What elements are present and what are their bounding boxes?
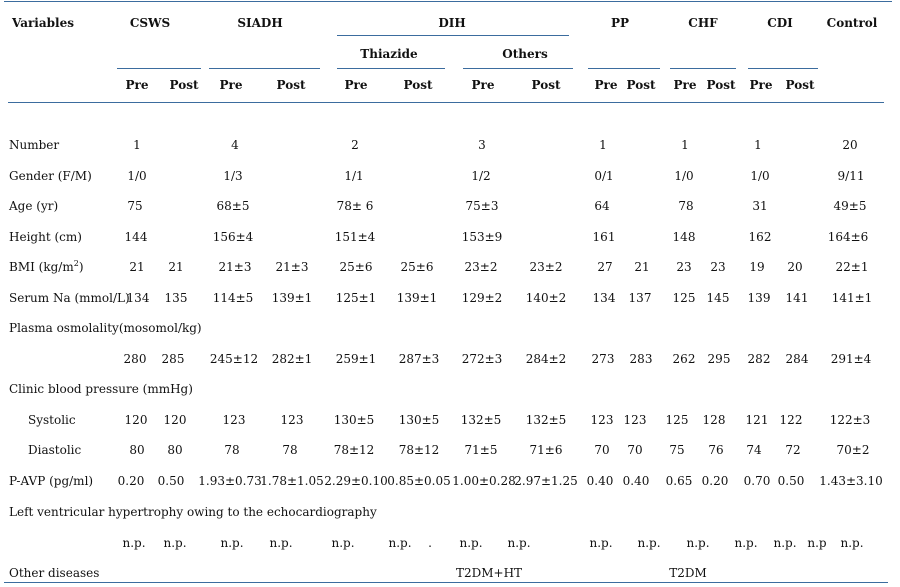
table-cell: 161 (592, 230, 616, 244)
table-cell: 123 (280, 413, 304, 427)
table-cell: n.p. (840, 536, 864, 550)
header-pre: Pre (471, 78, 495, 92)
table-cell: 125±1 (335, 291, 377, 305)
table-cell: 78 (224, 443, 240, 457)
table-cell: 259±1 (335, 352, 377, 366)
table-cell: 1.43±3.10 (819, 474, 883, 488)
table-cell: 272±3 (461, 352, 503, 366)
header-group-dih: DIH (438, 16, 466, 30)
table-cell: 20 (787, 260, 803, 274)
table-cell: 23 (710, 260, 726, 274)
header-group-chf: CHF (688, 16, 718, 30)
table-cell: n.p. (589, 536, 613, 550)
table-cell: n.p. (459, 536, 483, 550)
table-cell: 135 (164, 291, 188, 305)
row-label: Clinic blood pressure (mmHg) (9, 382, 193, 396)
table-cell: 1/0 (750, 169, 770, 183)
row-label-superscript: 2 (73, 259, 79, 268)
table-cell: 25±6 (339, 260, 373, 274)
cdi-subheader-rule (748, 68, 818, 69)
table-cell: 1 (754, 138, 762, 152)
table-cell: 3 (478, 138, 486, 152)
table-cell: 140±2 (525, 291, 567, 305)
table-cell: 139 (747, 291, 771, 305)
table-cell: 0.20 (117, 474, 145, 488)
table-cell: n.p. (163, 536, 187, 550)
row-label: Number (9, 138, 60, 152)
table-cell: 0.85±0.05 (387, 474, 451, 488)
row-label: Serum Na (mmol/L) (9, 291, 130, 305)
table-cell: 23±2 (464, 260, 498, 274)
row-label (9, 260, 84, 274)
table-cell: 21±3 (275, 260, 309, 274)
header-pre: Pre (749, 78, 773, 92)
table-cell: 137 (628, 291, 652, 305)
table-cell: 291±4 (830, 352, 872, 366)
table-cell: 0.70 (743, 474, 771, 488)
table-cell: 120 (124, 413, 148, 427)
row-label: Other diseases (9, 566, 100, 580)
table-cell: 31 (752, 199, 768, 213)
header-post: Post (626, 78, 656, 92)
table-cell: 0.20 (701, 474, 729, 488)
table-cell: 123 (222, 413, 246, 427)
row-label-text: BMI (kg/m (9, 260, 74, 274)
table-cell: 21 (168, 260, 184, 274)
table-cell: 0.65 (665, 474, 693, 488)
header-pre: Pre (125, 78, 149, 92)
header-post: Post (531, 78, 561, 92)
header-group-control: Control (826, 16, 878, 30)
table-cell: 282±1 (271, 352, 313, 366)
row-label: Left ventricular hypertrophy owing to the echocardiography (9, 505, 377, 519)
table-top-rule (4, 1, 892, 2)
table-cell: 0.40 (622, 474, 650, 488)
table-cell: 134 (592, 291, 616, 305)
header-post: Post (706, 78, 736, 92)
table-cell: 148 (672, 230, 696, 244)
table-cell: 156±4 (212, 230, 254, 244)
table-cell: 120 (163, 413, 187, 427)
table-cell: 122±3 (829, 413, 871, 427)
table-cell: 20 (842, 138, 858, 152)
table-cell: n.p. (773, 536, 797, 550)
table-cell: 80 (129, 443, 145, 457)
table-cell: 78 (678, 199, 694, 213)
table-cell: 1/0 (674, 169, 694, 183)
table-cell: T2DM+HT (455, 566, 523, 580)
table-cell: n.p. (331, 536, 355, 550)
table-cell: 145 (706, 291, 730, 305)
table-cell: 122 (779, 413, 803, 427)
table-cell: 121 (745, 413, 769, 427)
table-cell: 139±1 (271, 291, 313, 305)
header-group-pp: PP (610, 16, 630, 30)
header-subgroup-thiazide: Thiazide (360, 47, 418, 61)
table-cell: 49±5 (833, 199, 867, 213)
table-cell: 125 (672, 291, 696, 305)
table-cell: 71±5 (464, 443, 498, 457)
table-cell: n.p (807, 536, 827, 550)
table-cell: 284±2 (525, 352, 567, 366)
table-cell: 78 (282, 443, 298, 457)
table-cell: 0/1 (594, 169, 614, 183)
table-cell: 22±1 (835, 260, 869, 274)
table-cell: 1 (599, 138, 607, 152)
row-label: P-AVP (pg/ml) (9, 474, 94, 488)
table-cell: 0.50 (157, 474, 185, 488)
table-cell: . (428, 536, 432, 550)
header-post: Post (169, 78, 199, 92)
table-cell: n.p. (388, 536, 412, 550)
table-cell: 125 (665, 413, 689, 427)
table-cell: n.p. (507, 536, 531, 550)
others-subheader-rule (463, 68, 573, 69)
table-cell: 70 (627, 443, 643, 457)
row-label: Age (yr) (9, 199, 59, 213)
table-cell: 280 (123, 352, 147, 366)
table-cell: 2 (351, 138, 359, 152)
pp-subheader-rule (588, 68, 660, 69)
table-cell: 144 (124, 230, 148, 244)
table-cell: 1/1 (344, 169, 364, 183)
table-cell: 25±6 (400, 260, 434, 274)
table-cell: 78± 6 (336, 199, 374, 213)
table-cell: 245±12 (209, 352, 259, 366)
table-cell: 72 (785, 443, 801, 457)
table-cell: 75 (127, 199, 143, 213)
table-cell: 1/2 (471, 169, 491, 183)
table-cell: 164±6 (827, 230, 869, 244)
header-post: Post (276, 78, 306, 92)
table-cell: 141±1 (831, 291, 873, 305)
table-cell: 141 (785, 291, 809, 305)
table-cell: 139±1 (396, 291, 438, 305)
header-post: Post (785, 78, 815, 92)
table-cell: 285 (161, 352, 185, 366)
table-cell: 151±4 (334, 230, 376, 244)
table-bottom-rule (4, 582, 888, 583)
header-group-csws: CSWS (129, 16, 171, 30)
table-cell: 71±6 (529, 443, 563, 457)
header-subgroup-others: Others (502, 47, 548, 61)
header-group-siadh: SIADH (237, 16, 283, 30)
table-cell: 114±5 (212, 291, 254, 305)
table-cell: 23 (676, 260, 692, 274)
table-cell: 23±2 (529, 260, 563, 274)
table-cell: 78±12 (333, 443, 375, 457)
row-label-end: ) (78, 260, 84, 274)
table-cell: n.p. (269, 536, 293, 550)
table-cell: 282 (747, 352, 771, 366)
row-label: Gender (F/M) (9, 169, 92, 183)
table-cell: 128 (702, 413, 726, 427)
header-pre: Pre (673, 78, 697, 92)
table-cell: 284 (785, 352, 809, 366)
table-cell: 1.93±0.73 (198, 474, 262, 488)
row-label-indented: Diastolic (28, 443, 82, 457)
table-cell: 4 (231, 138, 239, 152)
table-cell: 273 (591, 352, 615, 366)
table-cell: 9/11 (837, 169, 865, 183)
table-cell: 1.00±0.28 (452, 474, 516, 488)
table-cell: 21 (634, 260, 650, 274)
table-cell: 78±12 (398, 443, 440, 457)
table-cell: 21 (129, 260, 145, 274)
table-cell: 1.78±1.05 (260, 474, 324, 488)
table-cell: 295 (707, 352, 731, 366)
table-cell: 123 (590, 413, 614, 427)
table-cell: 2.29±0.10 (324, 474, 388, 488)
table-cell: 1 (681, 138, 689, 152)
table-cell: 19 (749, 260, 765, 274)
table-cell: 27 (597, 260, 613, 274)
table-cell: 132±5 (460, 413, 502, 427)
table-cell: 262 (672, 352, 696, 366)
table-cell: 130±5 (333, 413, 375, 427)
table-cell: 74 (746, 443, 762, 457)
table-cell: 1 (133, 138, 141, 152)
header-pre: Pre (594, 78, 618, 92)
table-cell: 132±5 (525, 413, 567, 427)
table-cell: 0.40 (586, 474, 614, 488)
header-pre: Pre (219, 78, 243, 92)
table-cell: n.p. (122, 536, 146, 550)
table-cell: 123 (623, 413, 647, 427)
table-cell: 68±5 (216, 199, 250, 213)
table-cell: n.p. (637, 536, 661, 550)
table-cell: 1/0 (127, 169, 147, 183)
table-cell: 76 (708, 443, 724, 457)
table-cell: 162 (748, 230, 772, 244)
table-cell: 80 (167, 443, 183, 457)
chf-subheader-rule (670, 68, 736, 69)
table-cell: 75 (669, 443, 685, 457)
row-label: Plasma osmolality(mosomol/kg) (9, 321, 202, 335)
table-cell: 1/3 (223, 169, 243, 183)
table-cell: 283 (629, 352, 653, 366)
header-post: Post (403, 78, 433, 92)
row-label: Height (cm) (9, 230, 82, 244)
header-bottom-rule (8, 102, 884, 103)
table-cell: 130±5 (398, 413, 440, 427)
dih-group-rule (337, 35, 569, 36)
table-cell: 75±3 (465, 199, 499, 213)
table-cell: 2.97±1.25 (514, 474, 578, 488)
thiazide-subheader-rule (337, 68, 445, 69)
table-cell: 21±3 (218, 260, 252, 274)
table-cell: 134 (126, 291, 150, 305)
table-cell: 70 (594, 443, 610, 457)
csws-subheader-rule (117, 68, 201, 69)
table-cell: n.p. (734, 536, 758, 550)
table-cell: n.p. (686, 536, 710, 550)
table-cell: 70±2 (836, 443, 870, 457)
header-pre: Pre (344, 78, 368, 92)
header-variables: Variables (12, 16, 74, 30)
siadh-subheader-rule (209, 68, 320, 69)
table-cell: n.p. (220, 536, 244, 550)
table-cell: 287±3 (398, 352, 440, 366)
row-label-indented: Systolic (28, 413, 76, 427)
header-group-cdi: CDI (767, 16, 793, 30)
table-cell: 64 (594, 199, 610, 213)
table-cell: 129±2 (461, 291, 503, 305)
table-cell: 0.50 (777, 474, 805, 488)
table-cell: 153±9 (461, 230, 503, 244)
table-cell: T2DM (669, 566, 707, 580)
